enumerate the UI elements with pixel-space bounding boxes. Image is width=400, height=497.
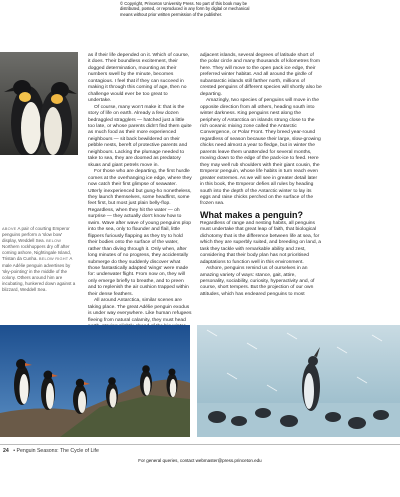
photo-captions (2, 226, 76, 293)
caption-below: Northern rockhoppers dry off after coming ashore, Nightingale Island, Tristan da Cunha. (2, 244, 72, 262)
page-number: 24 (3, 448, 9, 454)
column1-paragraph: All around Antarctica, similar scenes are taking place. The great Adélie penguin exodus is under way everywhere. Like human refugees fleeing from natural calamity, they must head (88, 298, 192, 323)
column2-paragraph: Amazingly, two species of penguins will move in the opposite direction from all others, heading south into winter darkness. King penguins nest along the periphery of Antarctica on islands strung close to the rich oceanic mixing zone called the Antarctic Convergence, or Polar Front. They breed year-round regardless of season because their large, slow-growing chicks need almost a year to fledge, but in winter the parents leave them unattended for several months, moving down to the edge of the pack-ice to feed. Here they may well rub shoulders with their giant cousin, the Emperor penguin, whose life habits in turn reach even greater extremes. As we will see in greater detail later in this book, the Emperor defies all rules by heading south into the depth of the Antarctic winter to lay its eggs and raise chicks perched on the surface of the frozen sea. (200, 98, 321, 207)
body-column-2 (200, 53, 322, 298)
caption-tag-above: ABOVE (2, 226, 17, 231)
copyright-line-1: © Copyright, Princeton University Press. No part of this book may be (120, 1, 248, 6)
column1-paragraph: For those who are departing, the first hurdle comes at the overhanging ice edge, where they now catch their first glimpse of seawater. Utterly inexperienced but gung-ho nonetheless, they launch themselves, some headfirst, some feet first, but most just plain belly-flop. Regardless, when they hit the water — oh surprise — they actually don't know how to swim. Wave after wave of young penguins plop into the sea, only to flounder and flail, little flippers furiously flapping as they try to hold their bodies onto the surface of the water, rather than diving through it. Only when, after long minutes of no progress, they accidentally submerge do they suddenly discover what those fantastically adapted 'wings' were made for: underwater flight. From now on, they will only emerge briefly to breathe, and to preen and to replenish the air cushion trapped within their dense feathers. (88, 169, 192, 297)
running-footer (3, 448, 99, 455)
section-heading: What makes a penguin? (200, 209, 304, 220)
caption-tag-below: BELOW (46, 238, 62, 244)
copyright-line-2: distributed, posted, or reproduced in any form by digital or mechanical (120, 6, 250, 12)
column2-paragraph: adjacent islands, several degrees of latitude short of the polar circle and many thousands of kilometres from here. They will move to the open pack ice edge, their preferred winter habitat. And all around the girdle of subantarctic islands still farther north, millions of crested penguins of different species will shortly also be departing. (200, 53, 322, 97)
caption-above: A pair of courting Emperor penguins perform a 'slow bow' display, Weddell Sea. (2, 226, 70, 244)
column1-paragraph: as if their life depended on it. Which of course, it does. Their boundless excitement, their dogged determination, mounting as their numbers swell by the minute, becomes contagious. I feel that if they can succeed in making it through this coming of age, then no challenge would ever be too great to undertake. (88, 53, 190, 104)
running-title: • Penguin Seasons: The Cycle of Life (13, 448, 99, 454)
copyright-line-3: means without prior written permission of the publisher. (120, 11, 223, 17)
body-column-1 (88, 53, 192, 343)
column2-paragraph: Ashore, penguins remind us of ourselves in an amazing variety of ways: stance, gait, attire, personality, sociability, curiosity, hyperactivity and, of course, short tempers. But the projection of our own attitudes, which has endeared penguins to most (200, 266, 315, 297)
emperor-penguins-illustration (0, 52, 78, 155)
copyright-notice (120, 1, 320, 17)
caption-tag-below-right: BELOW RIGHT (38, 256, 69, 262)
emperor-penguins-photo (0, 52, 78, 155)
adelie-blizzard-photo (197, 325, 400, 437)
rockhopper-penguins-photo (0, 325, 190, 437)
rockhopper-penguins-illustration (0, 325, 190, 437)
adelie-blizzard-illustration (197, 325, 400, 437)
caption-below-right: A male Adélie penguin advertises by 'sky-pointing' in the middle of the colony. Others around him are incubating, hunkered down against a blizzard, Weddell Sea. (2, 256, 76, 292)
contact-line: For general queries, contact webmaster@press.princeton.edu (138, 458, 262, 463)
column2-paragraph: Regardless of range and nesting habits, all penguins must undertake that great leap of faith, that biological dichotomy that is the difference between life at sea, for which they are superbly suited, and breeding on land, a task they tackle with remarkable ability and zest, considering that their body plan has not prioritised adaptations to function well in this environment. (200, 220, 322, 265)
footer-divider (0, 444, 400, 445)
column1-paragraph: Of course, many won't make it: that is the story of life on earth. Already a few dozen bedraggled stragglers — hatched just a little too late, or whose parents didn't find them quite as much food as their more experienced neighbours — sit back bewildered on their pebble nests, bereft of protective parents and neighbours. Lacking the plumage needed to take to sea, they are doomed as predatory skuas and giant petrels move in. (88, 104, 192, 168)
